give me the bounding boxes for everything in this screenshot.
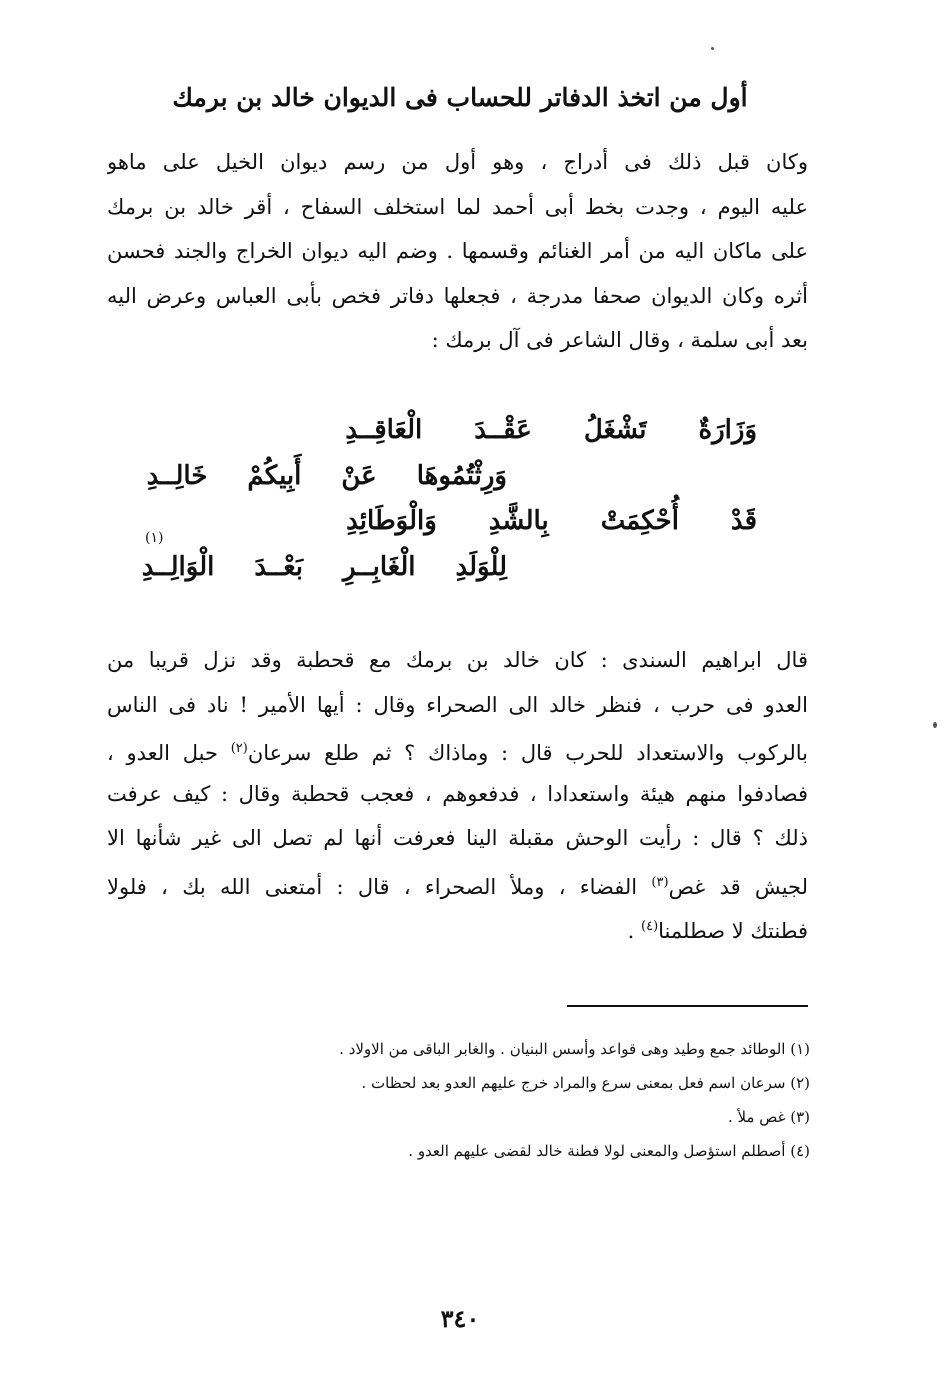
poem-verse-2	[147, 454, 507, 498]
poem-word: الْغَابِــرِ	[343, 552, 416, 582]
poem-word: أُحْكِمَتْ	[600, 506, 679, 536]
line-text: بالركوب والاستعداد للحرب قال : وماذاك ؟ ثم طلع سرعان	[247, 741, 808, 765]
paragraph-line: قال ابراهيم السندى : كان خالد بن برمك مع قحطبة وقد نزل قريبا من	[107, 648, 808, 672]
page-number: ٣٤٠	[440, 1304, 480, 1333]
paragraph-1	[107, 140, 808, 363]
paragraph-line: العدو فى حرب ، فنظر خالد الى الصحراء وقال : أيها الأمير ! ناد فى الناس	[107, 692, 808, 717]
paragraph-line	[107, 861, 808, 906]
paragraph-line: عليه اليوم ، وجدت بخط أبى أحمد لما استخلف السفاح ، أقر خالد بن برمك	[107, 194, 808, 219]
paragraph-line	[107, 905, 808, 950]
poem-word: تَشْغَلُ	[583, 415, 647, 445]
footnote-separator	[567, 1005, 808, 1007]
poem-verse-3	[346, 499, 757, 543]
footnote: (٣) غص ملأ .	[727, 1108, 810, 1126]
poem-word: خَالِــدِ	[146, 461, 208, 491]
footnote-ref-3: (٣)	[651, 874, 669, 890]
line-text: لجيش قد غص	[668, 874, 808, 899]
footnote: (٢) سرعان اسم فعل بمعنى سرع والمراد خرج عليهم العدو بعد لحظات .	[361, 1074, 810, 1092]
poem-word: الْعَاقِــدِ	[345, 415, 423, 445]
poem-word: وَرِثْتُمُوهَا	[416, 461, 507, 491]
poem-verse-1	[345, 408, 757, 452]
footnote: (٤) أصطلم استؤصل والمعنى لولا فطنة خالد لقضى عليهم العدو .	[408, 1142, 810, 1160]
poem-word: عَقْــدَ	[474, 415, 532, 445]
paragraph-line: بعد أبى سلمة ، وقال الشاعر فى آل برمك :	[431, 328, 808, 352]
paragraph-line	[107, 727, 808, 772]
line-text: .	[627, 919, 641, 943]
chapter-heading: أول من اتخذ الدفاتر للحساب فى الديوان خالد بن برمك	[172, 83, 748, 112]
scan-speck	[933, 722, 937, 728]
poem-word: وَزَارَةٌ	[698, 415, 757, 445]
paragraph-line: فصادفوا منهم هيئة واستعدادا ، فدفعوهم ، فعجب قحطبة وقال : كيف عرفت	[107, 781, 808, 806]
poem-word: قَدْ	[730, 506, 757, 536]
footnote: (١) الوطائد جمع وطيد وهى قواعد وأسس البنيان . والغابر الباقى من الاولاد .	[339, 1040, 810, 1058]
poem-word: الْوَالِــدِ	[141, 552, 215, 582]
paragraph-line: أثره وكان الديوان صحفا مدرجة ، فجعلها دفاتر فخص بأبى العباس وعرض اليه	[107, 283, 808, 308]
footnotes	[220, 1032, 810, 1168]
poem-word: عَنْ	[341, 461, 377, 491]
poem-word: لِلْوَلَدِ	[455, 552, 507, 582]
poem-word: بِالشَّدِ	[488, 506, 549, 536]
scan-speck	[711, 47, 714, 50]
line-text: الفضاء ، وملأ الصحراء ، قال : أمتعنى الله بك ، فلولا	[107, 874, 652, 899]
poem-word: أَبِيكُمْ	[247, 461, 302, 491]
poem-verse-4	[142, 545, 507, 589]
poem-word: وَالْوَطَائِدِ	[346, 506, 437, 536]
line-text: حبل العدو ،	[107, 741, 231, 765]
paragraph-line: على ماكان اليه من أمر الغنائم وقسمها . وضم اليه ديوان الخراج والجند فحسن	[107, 239, 808, 263]
paragraph-2	[107, 638, 808, 950]
footnote-ref-2: (٢)	[230, 741, 248, 756]
poem-word: بَعْــدَ	[254, 552, 304, 582]
paragraph-line: ذلك ؟ قال : رأيت الوحش مقبلة الينا فعرفت أنها لم تصل الى غير شأنها الا	[107, 826, 808, 850]
footnote-ref-4: (٤)	[641, 919, 659, 934]
footnote-ref-1: (١)	[145, 530, 164, 546]
line-text: فطنتك لا صطلمنا	[658, 919, 808, 943]
paragraph-line: وكان قبل ذلك فى أدراج ، وهو أول من رسم ديوان الخيل على ماهو	[107, 150, 808, 174]
